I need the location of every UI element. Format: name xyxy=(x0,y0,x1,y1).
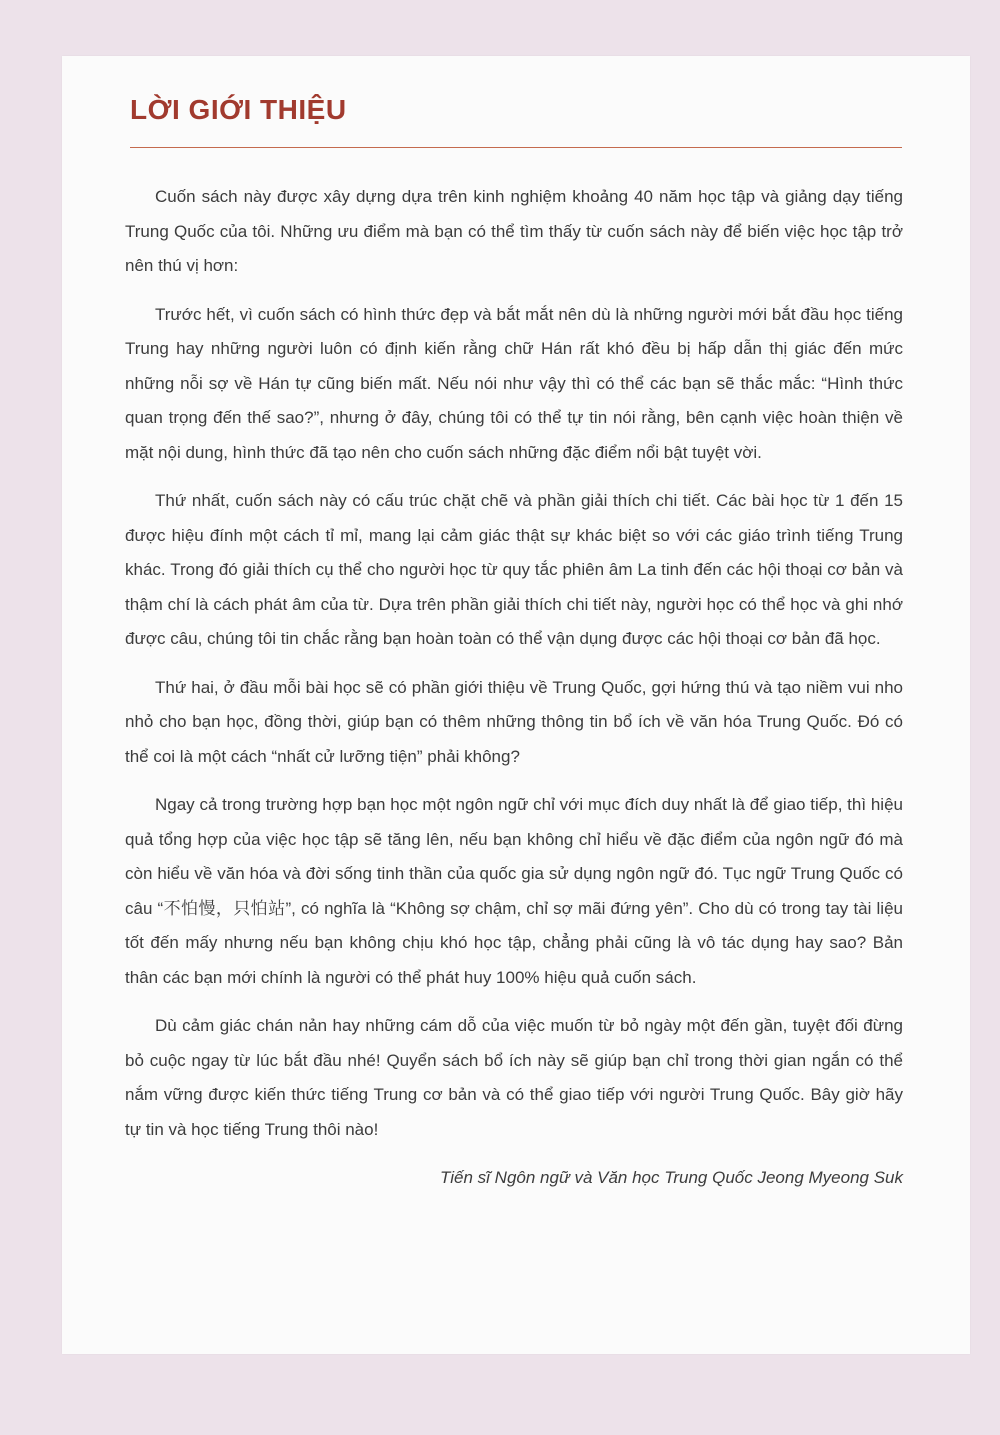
paragraph-2: Trước hết, vì cuốn sách có hình thức đẹp và bắt mắt nên dù là những người mới bắt đầu học tiếng Trung hay những người luôn có định kiến rằng chữ Hán rất khó đều bị hấp dẫn thị giác đến mức những nỗi sợ về Hán tự cũng biến mất. Nếu nói như vậy thì có thể các bạn sẽ thắc mắc: “Hình thức quan trọng đến thế sao?”, nhưng ở đây, chúng tôi có thể tự tin nói rằng, bên cạnh việc hoàn thiện về mặt nội dung, hình thức đã tạo nên cho cuốn sách những đặc điểm nổi bật tuyệt vời. xyxy=(125,304,903,462)
paragraph-4: Thứ hai, ở đầu mỗi bài học sẽ có phần giới thiệu về Trung Quốc, gợi hứng thú và tạo niềm vui nho nhỏ cho bạn học, đồng thời, giúp bạn có thêm những thông tin bổ ích về văn hóa Trung Quốc. Đó có thể coi là một cách “nhất cử lưỡng tiện” phải không? xyxy=(125,677,903,766)
document-page xyxy=(62,56,970,1354)
author-signature: Tiến sĩ Ngôn ngữ và Văn học Trung Quốc Jeong Myeong Suk xyxy=(440,1168,903,1187)
paragraph-5: Ngay cả trong trường hợp bạn học một ngôn ngữ chỉ với mục đích duy nhất là để giao tiếp, thì hiệu quả tổng hợp của việc học tập sẽ tăng lên, nếu bạn không chỉ hiểu về đặc điểm của ngôn ngữ đó mà còn hiểu về văn hóa và đời sống tinh thần của quốc gia sử dụng ngôn ngữ đó. Tục ngữ Trung Quốc có câu “不怕慢，只怕站”, có nghĩa là “Không sợ chậm, chỉ sợ mãi đứng yên”. Cho dù có trong tay tài liệu tốt đến mấy nhưng nếu bạn không chịu khó học tập, chẳng phải cũng là vô tác dụng hay sao? Bản thân các bạn mới chính là người có thể phát huy 100% hiệu quả cuốn sách. xyxy=(125,795,903,987)
title-divider xyxy=(130,147,902,148)
paragraph-3: Thứ nhất, cuốn sách này có cấu trúc chặt chẽ và phần giải thích chi tiết. Các bài học từ 1 đến 15 được hiệu đính một cách tỉ mỉ, mang lại cảm giác thật sự khác biệt so với các giáo trình tiếng Trung khác. Trong đó giải thích cụ thể cho người học từ quy tắc phiên âm La tinh đến các hội thoại cơ bản và thậm chí là cách phát âm của từ. Dựa trên phần giải thích chi tiết này, người học có thể học và ghi nhớ được câu, chúng tôi tin chắc rằng bạn hoàn toàn có thể vận dụng được các hội thoại cơ bản đã học. xyxy=(125,491,903,648)
paragraph-6: Dù cảm giác chán nản hay những cám dỗ của việc muốn từ bỏ ngày một đến gần, tuyệt đối đừng bỏ cuộc ngay từ lúc bắt đầu nhé! Quyển sách bổ ích này sẽ giúp bạn chỉ trong thời gian ngắn có thể nắm vững được kiến thức tiếng Trung cơ bản và có thể giao tiếp với người Trung Quốc. Bây giờ hãy tự tin và học tiếng Trung thôi nào! xyxy=(125,1016,903,1139)
paragraph-1: Cuốn sách này được xây dựng dựa trên kinh nghiệm khoảng 40 năm học tập và giảng dạy tiếng Trung Quốc của tôi. Những ưu điểm mà bạn có thể tìm thấy từ cuốn sách này để biến việc học tập trở nên thú vị hơn: xyxy=(125,187,903,275)
body-text xyxy=(125,180,903,1196)
page-title: LỜI GIỚI THIỆU xyxy=(130,94,347,125)
